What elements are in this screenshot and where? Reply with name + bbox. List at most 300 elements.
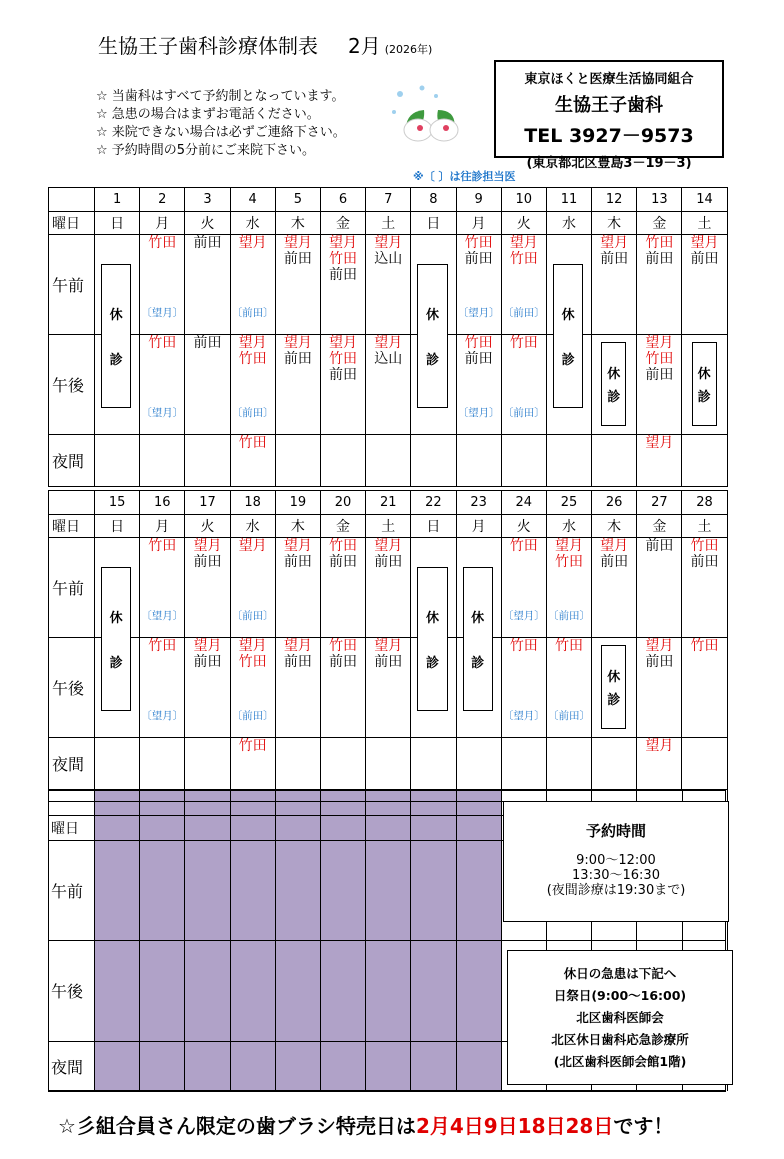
- am-cell: [637, 235, 682, 335]
- pm-cell: [456, 335, 501, 435]
- night-cell: [411, 738, 456, 790]
- day-number: 6: [320, 188, 365, 212]
- doctor-name: 竹田: [509, 335, 538, 351]
- doctor-name: 竹田: [509, 251, 538, 267]
- day-number: 10: [501, 188, 546, 212]
- night-cell: [140, 738, 185, 790]
- clinic-address: (東京都北区豊島3－19－3): [526, 156, 692, 171]
- doctor-list: [185, 538, 229, 570]
- day-number: 7: [366, 188, 411, 212]
- doctor-name: 望月: [238, 335, 267, 351]
- day-number: 3: [185, 188, 230, 212]
- day-number: 20: [320, 491, 365, 515]
- pm-cell: [185, 638, 230, 738]
- pm-cell: [185, 335, 230, 435]
- night-cell: [501, 435, 546, 487]
- house-call-doctor: 〔望月〕: [502, 610, 545, 622]
- pm-cell: [275, 335, 320, 435]
- night-cell: [140, 435, 185, 487]
- reservation-line: (夜間診療は19:30まで): [546, 883, 686, 898]
- notice-item: ☆ 来院できない場合は必ずご連絡下さい。: [96, 125, 346, 140]
- doctor-name: 前田: [645, 251, 674, 267]
- schedule-table-week-2: [48, 490, 728, 790]
- day-number: 14: [682, 188, 727, 212]
- doctor-list: [457, 335, 501, 367]
- row-label-pm: 午後: [51, 982, 84, 1001]
- doctor-name: 込山: [374, 251, 403, 267]
- doctor-list: [231, 435, 275, 451]
- row-label-w: 曜日: [49, 515, 95, 538]
- doctor-name: 望月: [645, 335, 674, 351]
- notice-item: ☆ 当歯科はすべて予約制となっています。: [96, 89, 345, 104]
- doctor-list: [592, 538, 636, 570]
- closed-marker: 休 診: [601, 342, 626, 426]
- row-label-am: 午前: [51, 881, 84, 901]
- closed-marker: 休 診: [417, 264, 447, 408]
- night-cell: [320, 738, 365, 790]
- doctor-name: 望月: [374, 538, 403, 554]
- night-cell: [501, 738, 546, 790]
- am-cell: [592, 538, 637, 638]
- pm-cell: [366, 335, 411, 435]
- doctor-name: 竹田: [464, 335, 493, 351]
- pm-cell: [682, 638, 727, 738]
- clinic-tel: TEL 3927－9573: [524, 125, 694, 147]
- house-call-doctor: 〔望月〕: [141, 610, 184, 622]
- am-cell: [230, 235, 275, 335]
- day-number: 2: [140, 188, 185, 212]
- doctor-list: [457, 235, 501, 267]
- weekday-cell: 水: [546, 212, 591, 235]
- year-text: (2026年): [384, 43, 433, 56]
- night-cell: [366, 738, 411, 790]
- night-cell: [230, 738, 275, 790]
- am-cell: [275, 235, 320, 335]
- house-call-doctor: 〔前田〕: [547, 610, 590, 622]
- doctor-name: 竹田: [509, 538, 538, 554]
- notice-item: ☆ 急患の場合はまずお電話ください。: [96, 107, 320, 122]
- grid-line: [48, 1091, 726, 1092]
- row-label-pm: 午後: [49, 335, 95, 435]
- row-label-am: 午前: [49, 235, 95, 335]
- night-cell: [230, 435, 275, 487]
- am-cell: [592, 235, 637, 335]
- night-cell: [275, 738, 320, 790]
- doctor-name: 望月: [509, 235, 538, 251]
- doctor-name: 竹田: [645, 351, 674, 367]
- title-text: 生協王子歯科診療体制表: [98, 34, 318, 58]
- doctor-name: 竹田: [690, 538, 719, 554]
- weekday-cell: 土: [366, 212, 411, 235]
- doctor-list: [547, 538, 591, 570]
- am-cell: [185, 538, 230, 638]
- doctor-list: [185, 235, 229, 251]
- weekday-cell: 水: [546, 515, 591, 538]
- doctor-name: 前田: [690, 554, 719, 570]
- holiday-emergency-box: [507, 950, 733, 1085]
- doctor-list: [637, 235, 681, 267]
- am-cell: [682, 538, 727, 638]
- doctor-name: 望月: [238, 538, 267, 554]
- doctor-list: [502, 335, 546, 351]
- doctor-name: 望月: [193, 538, 222, 554]
- house-call-doctor: 〔前田〕: [502, 407, 545, 419]
- holiday-line: (北区歯科医師会館1階): [553, 1054, 687, 1069]
- night-cell: [637, 435, 682, 487]
- doctor-name: 前田: [645, 367, 674, 383]
- doctor-list: [185, 335, 229, 351]
- day-number: 9: [456, 188, 501, 212]
- schedule-table-week-1: [48, 187, 728, 487]
- weekday-cell: 火: [501, 515, 546, 538]
- am-cell: [546, 538, 591, 638]
- day-number: 15: [95, 491, 140, 515]
- day-number: 27: [637, 491, 682, 515]
- weekday-cell: 日: [95, 515, 140, 538]
- night-cell: [637, 738, 682, 790]
- day-number: 17: [185, 491, 230, 515]
- am-cell: [366, 538, 411, 638]
- night-cell: [546, 435, 591, 487]
- am-cell: [320, 538, 365, 638]
- doctor-name: 望月: [193, 638, 222, 654]
- house-call-legend: ※〔 〕は往診担当医: [413, 170, 516, 183]
- weekday-cell: 月: [456, 212, 501, 235]
- weekday-cell: 土: [682, 515, 727, 538]
- doctor-name: 望月: [374, 638, 403, 654]
- night-cell: [366, 435, 411, 487]
- doctor-name: 前田: [329, 267, 358, 283]
- doctor-name: 竹田: [238, 738, 267, 754]
- day-number: 23: [456, 491, 501, 515]
- am-cell: [140, 235, 185, 335]
- doctor-list: [637, 538, 681, 554]
- doctor-name: 前田: [600, 554, 629, 570]
- weekday-cell: 日: [411, 212, 456, 235]
- am-cell: [275, 538, 320, 638]
- house-call-doctor: 〔望月〕: [457, 407, 500, 419]
- weekday-cell: 金: [320, 212, 365, 235]
- notices-list: [96, 88, 346, 160]
- clinic-info-box: [494, 60, 724, 171]
- pm-cell: [637, 638, 682, 738]
- doctor-list: [366, 335, 410, 367]
- doctor-list: [366, 235, 410, 267]
- row-label-d: [49, 491, 95, 515]
- day-number: 24: [501, 491, 546, 515]
- notice-item: ☆ 予約時間の5分前にご来院下さい。: [96, 143, 316, 158]
- night-cell: [185, 435, 230, 487]
- day-number: 11: [546, 188, 591, 212]
- pm-cell: [230, 335, 275, 435]
- day-number: 19: [275, 491, 320, 515]
- weekday-cell: 日: [411, 515, 456, 538]
- day-number: 18: [230, 491, 275, 515]
- doctor-list: [682, 638, 726, 654]
- doctor-name: 前田: [283, 654, 312, 670]
- doctor-name: 望月: [283, 235, 312, 251]
- weekday-cell: 土: [682, 212, 727, 235]
- row-label-am: 午前: [49, 538, 95, 638]
- doctor-name: 前田: [374, 654, 403, 670]
- pm-cell: [501, 638, 546, 738]
- house-call-doctor: 〔望月〕: [141, 710, 184, 722]
- night-cell: [682, 738, 727, 790]
- day-number: 21: [366, 491, 411, 515]
- doctor-name: 望月: [283, 638, 312, 654]
- weekday-cell: 火: [185, 515, 230, 538]
- night-cell: [95, 738, 140, 790]
- night-cell: [411, 435, 456, 487]
- doctor-list: [231, 335, 275, 367]
- day-number: 4: [230, 188, 275, 212]
- doctor-name: 竹田: [148, 538, 177, 554]
- doctor-name: 竹田: [690, 638, 719, 654]
- footer-suffix: です！: [613, 1114, 674, 1138]
- weekday-cell: 木: [592, 212, 637, 235]
- am-cell: [140, 538, 185, 638]
- row-label-night: 夜間: [49, 738, 95, 790]
- doctor-list: [682, 235, 726, 267]
- closed-marker: 休 診: [101, 264, 131, 408]
- doctor-name: 前田: [283, 554, 312, 570]
- am-cell: [501, 235, 546, 335]
- weekday-cell: 木: [275, 515, 320, 538]
- doctor-name: 込山: [374, 351, 403, 367]
- weekday-cell: 日: [95, 212, 140, 235]
- night-cell: [592, 738, 637, 790]
- weekday-cell: 月: [456, 515, 501, 538]
- doctor-name: 竹田: [238, 435, 267, 451]
- am-cell: [185, 235, 230, 335]
- weekday-cell: 木: [275, 212, 320, 235]
- house-call-doctor: 〔望月〕: [502, 710, 545, 722]
- pm-cell: [366, 638, 411, 738]
- am-cell: [230, 538, 275, 638]
- doctor-name: 前田: [193, 554, 222, 570]
- closed-marker: 休 診: [463, 567, 493, 711]
- doctor-name: 竹田: [148, 335, 177, 351]
- weekday-cell: 月: [140, 515, 185, 538]
- doctor-name: 竹田: [645, 235, 674, 251]
- closed-marker: 休 診: [553, 264, 583, 408]
- pm-cell: [546, 638, 591, 738]
- night-cell: [185, 738, 230, 790]
- doctor-name: 望月: [554, 538, 583, 554]
- closed-marker: 休 診: [101, 567, 131, 711]
- am-cell: [320, 235, 365, 335]
- clinic-name: 生協王子歯科: [555, 95, 663, 116]
- doctor-name: 竹田: [329, 251, 358, 267]
- row-label-night: 夜間: [51, 1057, 84, 1077]
- night-cell: [682, 435, 727, 487]
- night-cell: [456, 738, 501, 790]
- doctor-name: 竹田: [464, 235, 493, 251]
- reservation-line: 9:00～12:00: [576, 853, 656, 868]
- doctor-name: 竹田: [238, 654, 267, 670]
- pm-cell: [140, 335, 185, 435]
- pm-cell: [230, 638, 275, 738]
- closed-marker: 休 診: [417, 567, 447, 711]
- day-number: 13: [637, 188, 682, 212]
- doctor-list: [366, 638, 410, 670]
- holiday-line: 休日の急患は下記へ: [563, 966, 677, 981]
- day-number: 28: [682, 491, 727, 515]
- doctor-list: [321, 235, 365, 283]
- doctor-name: 前田: [283, 251, 312, 267]
- weekday-cell: 火: [185, 212, 230, 235]
- house-call-doctor: 〔前田〕: [231, 710, 274, 722]
- house-call-doctor: 〔前田〕: [231, 610, 274, 622]
- doctor-name: 前田: [645, 654, 674, 670]
- day-number: 22: [411, 491, 456, 515]
- pm-cell: [320, 335, 365, 435]
- doctor-list: [321, 335, 365, 383]
- doctor-list: [502, 235, 546, 267]
- doctor-list: [231, 638, 275, 670]
- clinic-org: 東京ほくと医療生活協同組合: [524, 72, 694, 87]
- reservation-title: 予約時間: [585, 822, 646, 840]
- doctor-name: 前田: [645, 538, 674, 554]
- doctor-list: [502, 638, 546, 654]
- doctor-name: 望月: [645, 638, 674, 654]
- pm-cell: [320, 638, 365, 738]
- doctor-name: 前田: [374, 554, 403, 570]
- weekday-cell: 土: [366, 515, 411, 538]
- holiday-line: 北区休日歯科応急診療所: [551, 1032, 689, 1047]
- doctor-name: 竹田: [148, 638, 177, 654]
- reservation-line: 13:30～16:30: [572, 868, 660, 883]
- doctor-list: [366, 538, 410, 570]
- doctor-list: [231, 235, 275, 251]
- row-label-w: 曜日: [49, 212, 95, 235]
- day-number: 26: [592, 491, 637, 515]
- doctor-name: 望月: [238, 638, 267, 654]
- doctor-name: 前田: [193, 335, 222, 351]
- doctor-list: [637, 435, 681, 451]
- row-label-pm: 午後: [49, 638, 95, 738]
- house-call-doctor: 〔前田〕: [231, 407, 274, 419]
- closed-marker: 休 診: [601, 645, 626, 729]
- doctor-list: [276, 638, 320, 670]
- doctor-name: 望月: [329, 335, 358, 351]
- doctor-list: [276, 538, 320, 570]
- doctor-name: 前田: [690, 251, 719, 267]
- doctor-name: 望月: [283, 538, 312, 554]
- pm-cell: [501, 335, 546, 435]
- doctor-name: 前田: [600, 251, 629, 267]
- doctor-name: 竹田: [238, 351, 267, 367]
- doctor-list: [231, 738, 275, 754]
- doctor-name: 前田: [329, 554, 358, 570]
- doctor-name: 前田: [283, 351, 312, 367]
- day-number: 16: [140, 491, 185, 515]
- doctor-name: 望月: [374, 235, 403, 251]
- weekday-cell: 金: [320, 515, 365, 538]
- doctor-name: 望月: [374, 335, 403, 351]
- footer-prefix: ☆彡組合員さん限定の歯ブラシ特売日は: [58, 1114, 416, 1138]
- day-number: 25: [546, 491, 591, 515]
- doctor-name: 竹田: [554, 554, 583, 570]
- day-number: 1: [95, 188, 140, 212]
- doctor-name: 望月: [645, 738, 674, 754]
- pm-cell: [140, 638, 185, 738]
- page-title: [98, 30, 432, 59]
- pm-cell: [275, 638, 320, 738]
- house-call-doctor: 〔望月〕: [141, 407, 184, 419]
- row-label-night: 夜間: [49, 435, 95, 487]
- weekday-cell: 月: [140, 212, 185, 235]
- doctor-list: [276, 235, 320, 267]
- am-cell: [682, 235, 727, 335]
- doctor-list: [592, 235, 636, 267]
- night-cell: [546, 738, 591, 790]
- day-number: 5: [275, 188, 320, 212]
- am-cell: [501, 538, 546, 638]
- kagami-mochi-illustration: [386, 82, 480, 146]
- doctor-name: 竹田: [509, 638, 538, 654]
- doctor-list: [140, 538, 184, 554]
- row-label-d: [49, 188, 95, 212]
- doctor-list: [321, 538, 365, 570]
- doctor-name: 望月: [645, 435, 674, 451]
- doctor-name: 望月: [238, 235, 267, 251]
- weekday-cell: 水: [230, 515, 275, 538]
- footer-dates: 2月4日9日18日28日: [415, 1114, 614, 1138]
- doctor-name: 前田: [329, 654, 358, 670]
- house-call-doctor: 〔前田〕: [231, 307, 274, 319]
- night-cell: [320, 435, 365, 487]
- doctor-name: 竹田: [554, 638, 583, 654]
- weekday-cell: 木: [592, 515, 637, 538]
- doctor-list: [637, 335, 681, 383]
- am-cell: [366, 235, 411, 335]
- doctor-name: 竹田: [148, 235, 177, 251]
- doctor-name: 前田: [464, 251, 493, 267]
- doctor-list: [502, 538, 546, 554]
- weekday-cell: 金: [637, 212, 682, 235]
- row-label-weekday: 曜日: [51, 820, 79, 837]
- doctor-name: 前田: [464, 351, 493, 367]
- house-call-doctor: 〔前田〕: [547, 710, 590, 722]
- doctor-name: 前田: [193, 235, 222, 251]
- doctor-name: 望月: [600, 235, 629, 251]
- am-cell: [456, 235, 501, 335]
- doctor-name: 竹田: [329, 351, 358, 367]
- doctor-name: 竹田: [329, 538, 358, 554]
- am-cell: [637, 538, 682, 638]
- house-call-doctor: 〔前田〕: [502, 307, 545, 319]
- doctor-list: [637, 638, 681, 670]
- reservation-hours-box: [503, 801, 729, 922]
- doctor-name: 前田: [329, 367, 358, 383]
- pm-cell: [637, 335, 682, 435]
- doctor-name: 竹田: [329, 638, 358, 654]
- night-cell: [95, 435, 140, 487]
- holiday-line: 北区歯科医師会: [576, 1010, 664, 1025]
- doctor-list: [140, 335, 184, 351]
- closed-marker: 休 診: [692, 342, 717, 426]
- day-number: 8: [411, 188, 456, 212]
- holiday-line: 日祭日(9:00～16:00): [553, 988, 687, 1003]
- weekday-cell: 金: [637, 515, 682, 538]
- night-cell: [592, 435, 637, 487]
- house-call-doctor: 〔望月〕: [457, 307, 500, 319]
- doctor-list: [140, 235, 184, 251]
- doctor-list: [185, 638, 229, 670]
- doctor-name: 前田: [193, 654, 222, 670]
- night-cell: [456, 435, 501, 487]
